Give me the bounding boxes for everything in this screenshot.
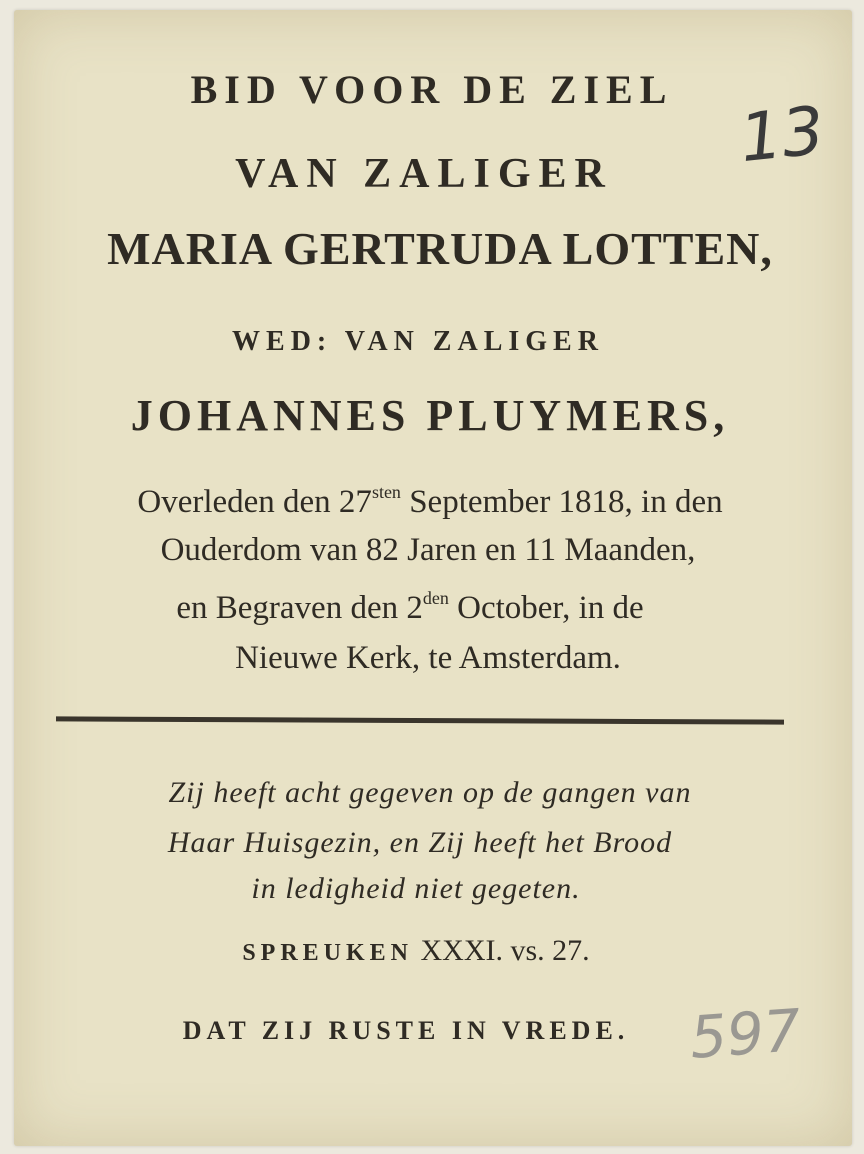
header-line-4: WED: VAN ZALIGER (232, 326, 604, 357)
burial-text-a: en Begraven den 2 (176, 590, 423, 626)
closing-line: DAT ZIJ RUSTE IN VREDE. (182, 1016, 630, 1045)
verse-line-2: Haar Huisgezin, en Zij heeft het Brood (167, 826, 673, 859)
handwritten-number-bottom: 597 (687, 996, 803, 1072)
handwritten-number-top: 13 (736, 91, 828, 178)
burial-place-line: Nieuwe Kerk, te Amsterdam. (235, 640, 621, 676)
burial-sup: den (422, 588, 449, 608)
death-date-text-b: September 1818, in den (400, 484, 723, 520)
scripture-reference (0, 934, 848, 968)
death-date-line (0, 482, 862, 521)
burial-date-line (0, 588, 842, 627)
verse-line-1: Zij heeft acht gegeven op de gangen van (168, 776, 692, 809)
age-line: Ouderdom van 82 Jaren en 11 Maanden, (160, 532, 696, 568)
header-line-1: BID VOOR DE ZIEL (190, 67, 674, 112)
header-line-2: VAN ZALIGER (235, 151, 613, 197)
husband-name: JOHANNES PLUYMERS, (130, 391, 730, 440)
reference-book: SPREUKEN (242, 940, 413, 966)
burial-text-b: October, in de (448, 590, 644, 626)
reference-chapter: XXXI. vs. 27. (413, 934, 590, 967)
death-date-sup: sten (371, 482, 401, 502)
deceased-name: MARIA GERTRUDA LOTTEN, (107, 223, 773, 274)
verse-line-3: in ledigheid niet gegeten. (251, 872, 581, 905)
death-date-text-a: Overleden den 27 (137, 484, 372, 520)
